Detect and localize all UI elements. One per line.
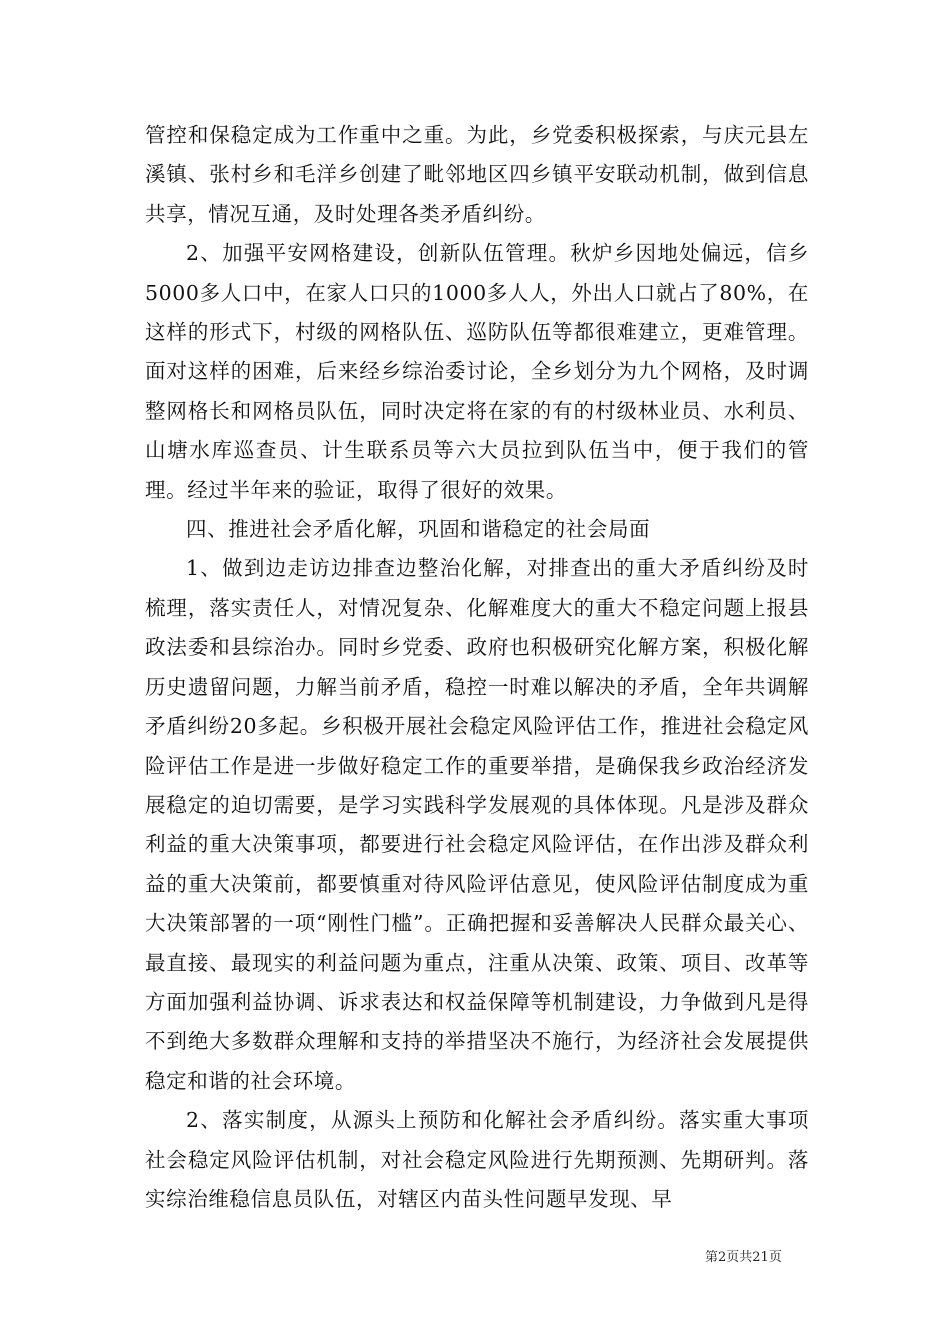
paragraph-conflict-resolution: 1、做到边走访边排查边整治化解，对排查出的重大矛盾纠纷及时梳理，落实责任人，对情况复杂、化解难度大的重大不稳定问题上报县政法委和县综治办。同时乡党委、政府也积极研究化解方案，积极化解历史遗留问题，力解当前矛盾，稳控一时难以解决的矛盾，全年共调解矛盾纠纷20多起。乡积极开展社会稳定风险评估工作，推进社会稳定风险评估工作是进一步做好稳定工作的重要举措，是确保我乡政治经济发展稳定的迫切需要，是学习实践科学发展观的具体体现。凡是涉及群众利益的重大决策事项，都要进行社会稳定风险评估，在作出涉及群众利益的重大决策前，都要慎重对待风险评估意见，使风险评估制度成为重大决策部署的一项“刚性门槛”。正确把握和妥善解决人民群众最关心、最直接、最现实的利益问题为重点，注重从决策、政策、项目、改革等方面加强利益协调、诉求表达和权益保障等机制建设，力争做到凡是得不到绝大多数群众理解和支持的举措坚决不施行，为经济社会发展提供稳定和谐的社会环境。 [145, 556, 809, 1093]
paragraph-grid-management: 2、加强平安网格建设，创新队伍管理。秋炉乡因地处偏远，信乡5000多人口中，在家人口只的1000多人人，外出人口就占了80%，在这样的形式下，村级的网格队伍、巡防队伍等都很难建立，更难管理。面对这样的困难，后来经乡综治委讨论，全乡划分为九个网格，及时调整网格长和网格员队伍，同时决定将在家的有的村级林业员、水利员、山塘水库巡查员、计生联系员等六大员拉到队伍当中，便于我们的管理。经过半年来的验证，取得了很好的效果。 [145, 241, 809, 502]
section-heading: 四、推进社会矛盾化解，巩固和谐稳定的社会局面 [186, 517, 651, 542]
page-number-footer: 第2页共21页 [705, 1250, 782, 1265]
paragraph-prevention: 2、落实制度，从源头上预防和化解社会矛盾纠纷。落实重大事项社会稳定风险评估机制，对社会稳定风险进行先期预测、先期研判。落实综治维稳信息员队伍，对辖区内苗头性问题早发现、早 [145, 1108, 809, 1211]
document-body [145, 116, 809, 1219]
paragraph-continuation: 管控和保稳定成为工作重中之重。为此，乡党委积极探索，与庆元县左溪镇、张村乡和毛洋乡创建了毗邻地区四乡镇平安联动机制，做到信息共享，情况互通，及时处理各类矛盾纠纷。 [145, 123, 809, 226]
